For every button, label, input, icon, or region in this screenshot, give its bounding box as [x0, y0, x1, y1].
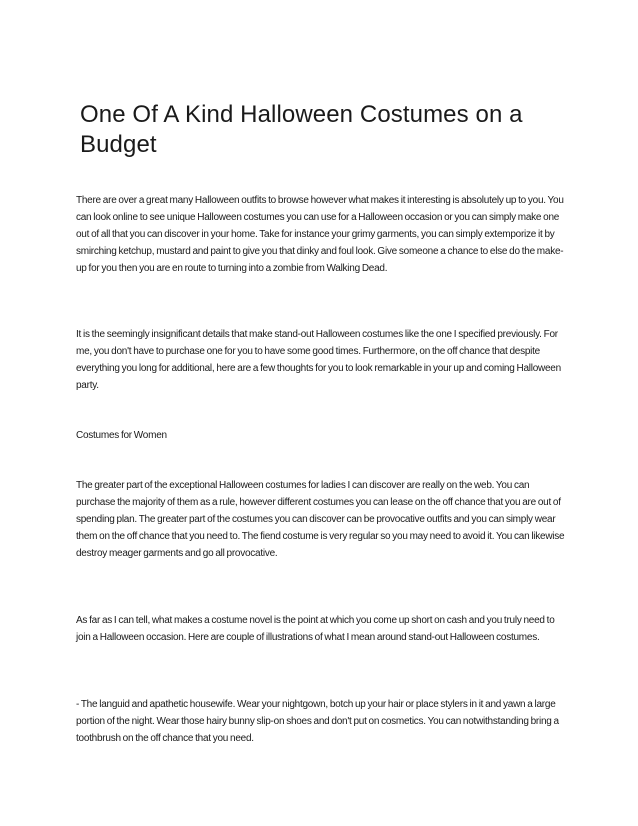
paragraph-details: It is the seemingly insignificant details that make stand-out Halloween costumes like the one I specified previously. For me, you don't have to purchase one for you to have some good times. Furthermore, on the off chance that despite everything you long for additional, here are a few thoughts for you to look remarkable in your up and coming Halloween party.: [76, 329, 561, 391]
document-title: One Of A Kind Halloween Costumes on a Budget: [80, 101, 523, 158]
paragraph-intro: There are over a great many Halloween outfits to browse however what makes it interesting is absolutely up to you. You can look online to see unique Halloween costumes you can use for a Halloween occasion or you can simply make one out of all that you can discover in your home. Take for instance your grimy garments, you can simply extemporize it by smirching ketchup, mustard and paint to give you that dinky and foul look. Give someone a chance to else do the make-up for you then you are en route to turning into a zombie from Walking Dead.: [76, 195, 564, 274]
section-heading-women: Costumes for Women: [76, 430, 167, 441]
paragraph-novel-costume: As far as I can tell, what makes a costume novel is the point at which you come up short on cash and you truly need to join a Halloween occasion. Here are couple of illustrations of what I mean around stand-out Halloween costumes.: [76, 615, 555, 643]
paragraph-women-costumes: The greater part of the exceptional Halloween costumes for ladies I can discover are really on the web. You can purchase the majority of them as a rule, however different costumes you can lease on the off chance that you are out of spending plan. The greater part of the costumes you can discover can be provocative outfits and you can simply wear them on the off chance that you need to. The fiend costume is very regular so you may need to avoid it. You can likewise destroy meager garments and go all provocative.: [76, 480, 565, 559]
paragraph-housewife: - The languid and apathetic housewife. Wear your nightgown, botch up your hair or place stylers in it and yawn a large portion of the night. Wear those hairy bunny slip-on shoes and don't put on cosmetics. You can notwithstanding bring a toothbrush on the off chance that you need.: [76, 699, 559, 744]
